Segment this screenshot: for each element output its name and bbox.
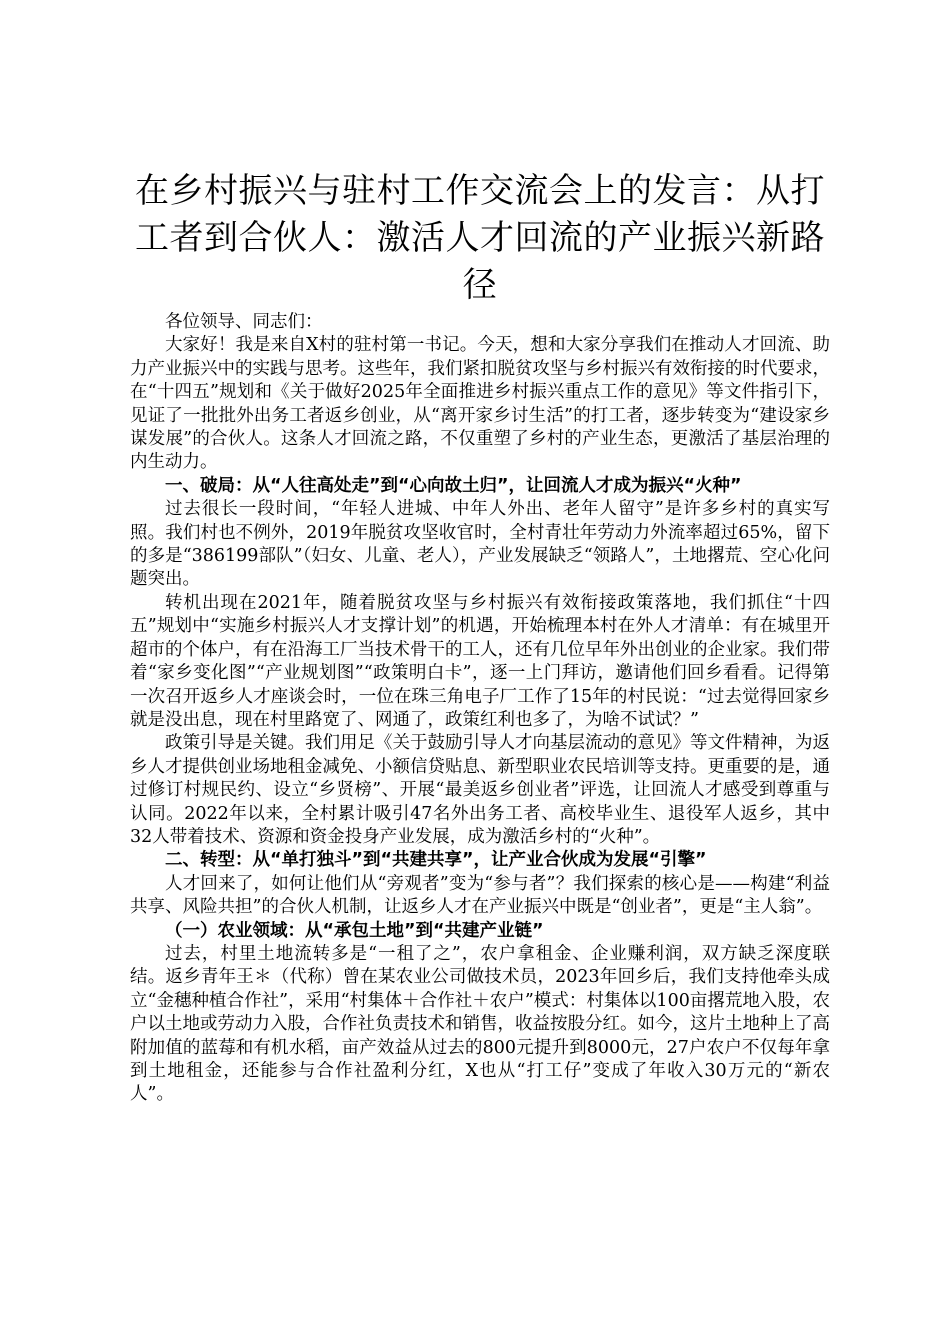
subsection-1-paragraph: 过去，村里土地流转多是“一租了之”，农户拿租金、企业赚利润，双方缺乏深度联结。返乡青年王＊（代称）曾在某农业公司做技术员，2023年回乡后，我们支持他牵头成立“金穗种植合作社”，采用“村集体＋合作社＋农户”模式：村集体以100亩撂荒地入股，农户以土地或劳动力入股，合作社负责技术和销售，收益按股分红。如今，这片土地种上了高附加值的蓝莓和有机水稻，亩产效益从过去的800元提升到8000元，27户农户不仅每年拿到土地租金，还能参与合作社盈利分红，X也从“打工仔”变成了年收入30万元的“新农人”。 — [130, 943, 830, 1105]
section-1-heading: 一、破局：从“人往高处走”到“心向故土归”，让回流人才成为振兴“火种” — [165, 475, 742, 496]
section-1-paragraph: 转机出现在2021年，随着脱贫攻坚与乡村振兴有效衔接政策落地，我们抓住“十四五”规划中“实施乡村振兴人才支撑计划”的机遇，开始梳理本村在外人才清单：有在城里开超市的个体户，有在沿海工厂当技术骨干的工人，还有几位早年外出创业的企业家。我们带着“家乡变化图”“产业规划图”“政策明白卡”，逐一上门拜访，邀请他们回乡看看。记得第一次召开返乡人才座谈会时，一位在珠三角电子厂工作了15年的村民说：“过去觉得回家乡就是没出息，现在村里路宽了、网通了，政策红利也多了，为啥不试试？” — [130, 592, 830, 730]
section-2-heading: 二、转型：从“单打独斗”到“共建共享”，让产业合伙成为发展“引擎” — [165, 850, 707, 871]
intro-paragraph: 大家好！我是来自X村的驻村第一书记。今天，想和大家分享我们在推动人才回流、助力产业振兴中的实践与思考。这些年，我们紧扣脱贫攻坚与乡村振兴有效衔接的时代要求，在“十四五”规划和《关于做好2025年全面推进乡村振兴重点工作的意见》等文件指引下，见证了一批批外出务工者返乡创业，从“离开家乡讨生活”的打工者，逐步转变为“建设家乡谋发展”的合伙人。这条人才回流之路，不仅重塑了乡村的产业生态，更激活了基层治理的内生动力。 — [130, 335, 830, 473]
section-2-paragraph: 人才回来了，如何让他们从“旁观者”变为“参与者”？我们探索的核心是——构建“利益共享、风险共担”的合伙人机制，让返乡人才在产业振兴中既是“创业者”，更是“主人翁”。 — [130, 873, 830, 918]
document-page — [130, 168, 830, 1107]
document-title: 在乡村振兴与驻村工作交流会上的发言：从打工者到合伙人：激活人才回流的产业振兴新路径 — [135, 171, 825, 305]
section-1-paragraph: 过去很长一段时间，“年轻人进城、中年人外出、老年人留守”是许多乡村的真实写照。我们村也不例外，2019年脱贫攻坚收官时，全村青壮年劳动力外流率超过65%，留下的多是“386199部队”（妇女、儿童、老人），产业发展缺乏“领路人”，土地撂荒、空心化问题突出。 — [130, 499, 830, 590]
greeting: 各位领导、同志们： — [165, 312, 323, 332]
section-1-paragraph: 政策引导是关键。我们用足《关于鼓励引导人才向基层流动的意见》等文件精神，为返乡人才提供创业场地租金减免、小额信贷贴息、新型职业农民培训等支持。更重要的是，通过修订村规民约、设立“乡贤榜”、开展“最美返乡创业者”评选，让回流人才感受到尊重与认同。2022年以来，全村累计吸引47名外出务工者、高校毕业生、退役军人返乡，其中32人带着技术、资源和资金投身产业发展，成为激活乡村的“火种”。 — [130, 733, 830, 847]
subsection-1-heading: （一）农业领域：从“承包土地”到“共建产业链” — [165, 920, 544, 941]
